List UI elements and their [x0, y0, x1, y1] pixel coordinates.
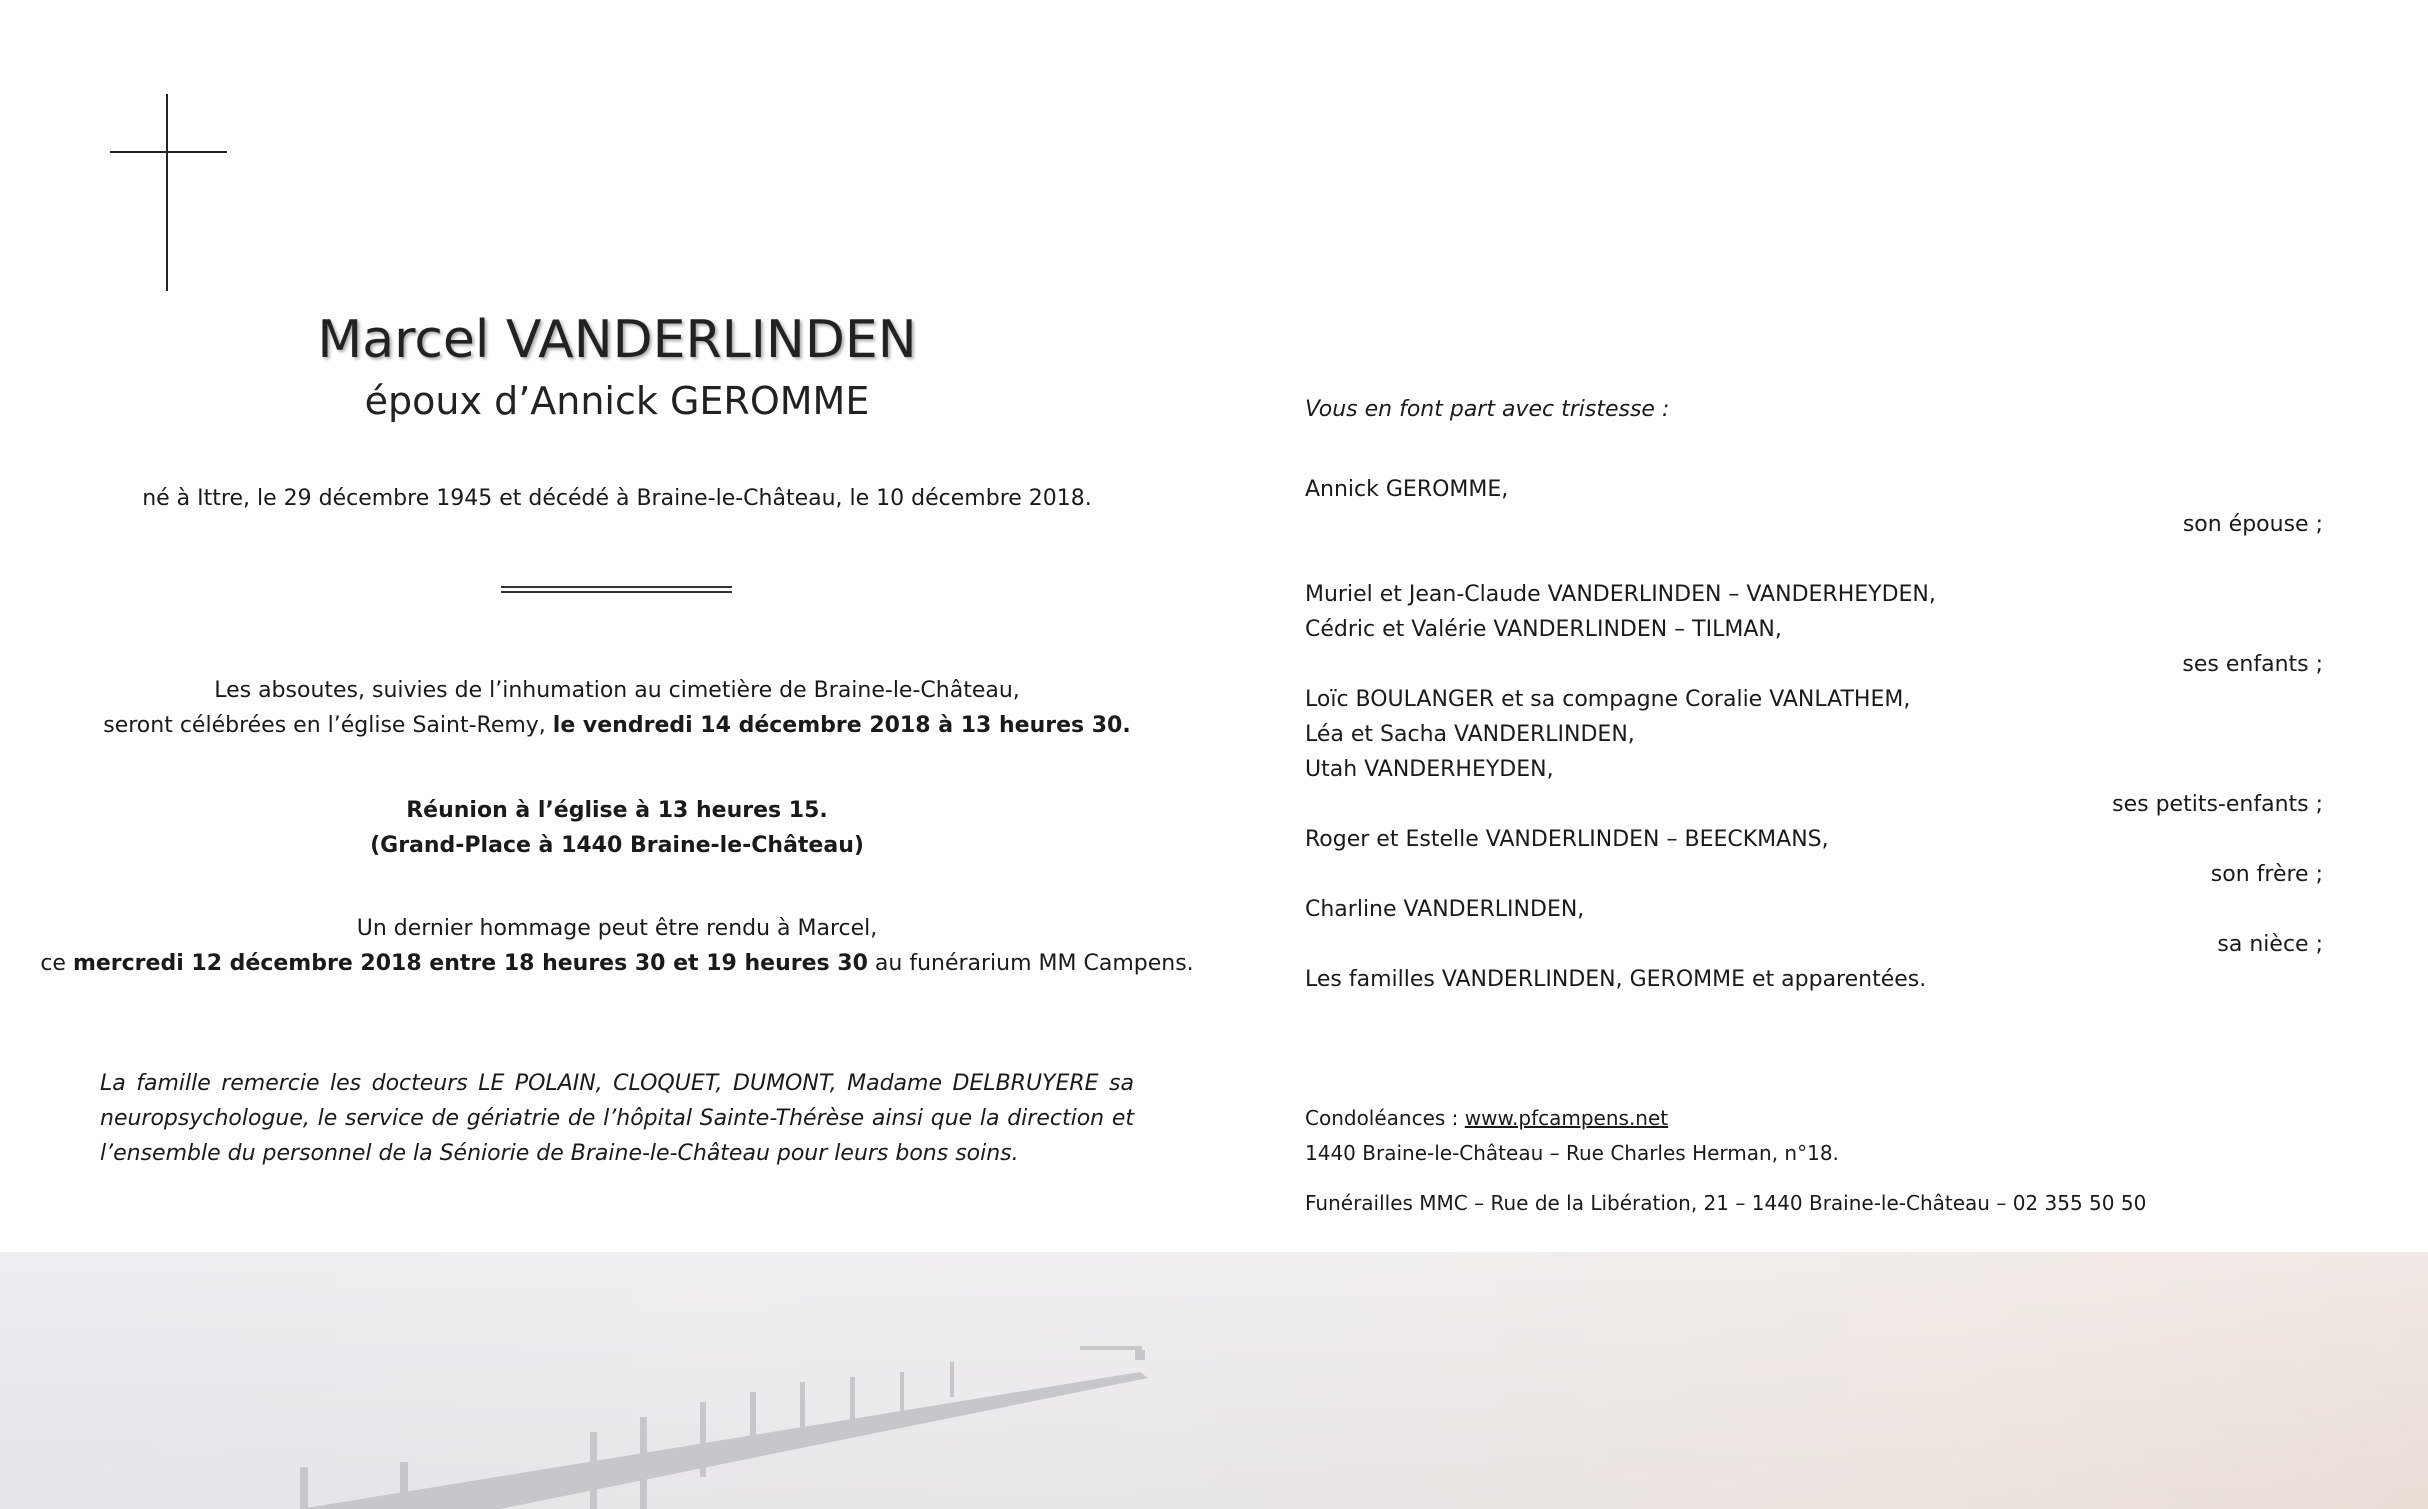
family-member: Loïc BOULANGER et sa compagne Coralie VANLATHEM, [1305, 687, 1911, 712]
service-line-2 [0, 708, 1234, 743]
spouse-line: époux d’Annick GEROMME [364, 379, 870, 423]
homage-datetime: mercredi 12 décembre 2018 entre 18 heures 30 et 19 heures 30 [72, 951, 868, 976]
family-member: Charline VANDERLINDEN, [1305, 897, 1585, 922]
family-relation: ses petits-enfants ; [2112, 792, 2323, 817]
contact-block [1305, 1101, 2355, 1171]
homage-line-2-prefix: ce [40, 951, 73, 976]
homage-line-2 [0, 946, 1234, 981]
deceased-name: Marcel VANDERLINDEN [317, 310, 917, 370]
family-member: Cédric et Valérie VANDERLINDEN – TILMAN, [1305, 617, 1782, 642]
thanks-paragraph: La famille remercie les docteurs LE POLAIN, CLOQUET, DUMONT, Madame DELBRUYERE sa neuropsychologue, le service de gériatrie de l’hôpital Sainte-Thérèse ainsi que la direction et l’ensemble du personnel de la Séniorie de Braine-le-Château pour leurs bons soins. [100, 1071, 1134, 1166]
service-datetime: le vendredi 14 décembre 2018 à 13 heures 30. [552, 713, 1131, 738]
service-line-2-prefix: seront célébrées en l’église Saint-Remy, [103, 713, 553, 738]
family-list [1305, 472, 2323, 997]
condolences-website-link[interactable]: www.pfcampens.net [1464, 1106, 1669, 1130]
cross-horizontal-bar [110, 151, 227, 153]
family-member: Léa et Sacha VANDERLINDEN, [1305, 722, 1635, 747]
pier-landscape-image [0, 1252, 2428, 1509]
funeral-home-line: Funérailles MMC – Rue de la Libération, 21 – 1440 Braine-le-Château – 02 355 50 50 [1305, 1191, 2147, 1215]
address-line: 1440 Braine-le-Château – Rue Charles Herman, n°18. [1305, 1141, 1839, 1165]
double-divider [501, 586, 732, 593]
condolences-line [1305, 1101, 2355, 1136]
meeting-block [0, 793, 1234, 863]
homage-block [0, 911, 1234, 981]
family-member: Les familles VANDERLINDEN, GEROMME et apparentées. [1305, 967, 1927, 992]
homage-line-2-suffix: au funérarium MM Campens. [867, 951, 1194, 976]
meeting-line-2: (Grand-Place à 1440 Braine-le-Château) [370, 833, 864, 858]
service-line-1: Les absoutes, suivies de l’inhumation au cimetière de Braine-le-Château, [214, 678, 1020, 703]
family-member: Muriel et Jean-Claude VANDERLINDEN – VANDERHEYDEN, [1305, 582, 1936, 607]
family-relation: sa nièce ; [2217, 932, 2323, 957]
service-block [0, 673, 1234, 743]
birth-death-line: né à Ittre, le 29 décembre 1945 et décédé à Braine-le-Château, le 10 décembre 2018. [142, 486, 1092, 511]
homage-line-1: Un dernier hommage peut être rendu à Marcel, [356, 916, 878, 941]
family-relation: son frère ; [2210, 862, 2323, 887]
family-member: Roger et Estelle VANDERLINDEN – BEECKMANS, [1305, 827, 1829, 852]
announcement-intro: Vous en font part avec tristesse : [1305, 397, 1670, 422]
family-member: Annick GEROMME, [1305, 477, 1509, 502]
family-member: Utah VANDERHEYDEN, [1305, 757, 1554, 782]
family-relation: son épouse ; [2182, 512, 2323, 537]
family-list-gap [1305, 542, 2323, 577]
family-relation: ses enfants ; [2182, 652, 2323, 677]
meeting-line-1: Réunion à l’église à 13 heures 15. [406, 798, 828, 823]
condolences-label: Condoléances : [1305, 1106, 1465, 1130]
cross-vertical-bar [166, 94, 168, 291]
